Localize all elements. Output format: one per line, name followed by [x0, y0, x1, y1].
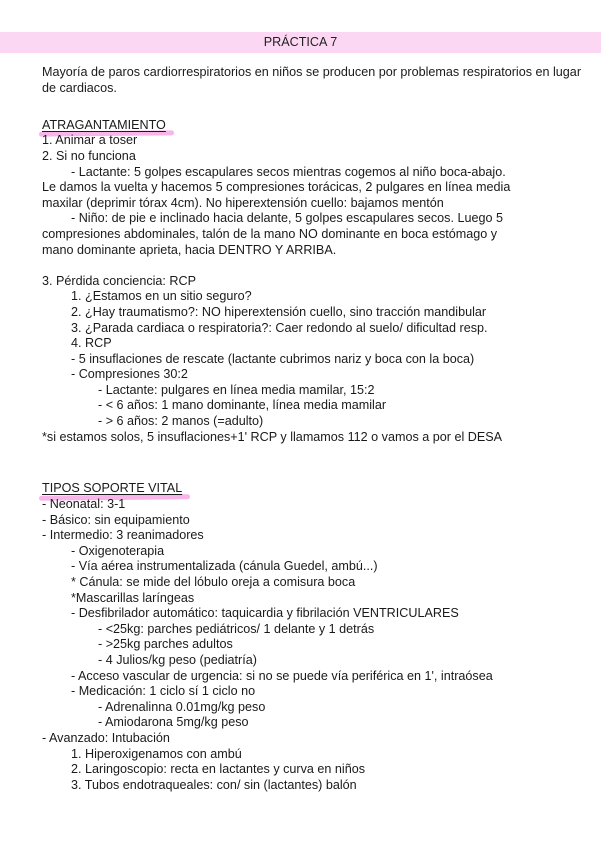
list-item: 3. Pérdida conciencia: RCP: [42, 273, 197, 288]
list-item: - 4 Julios/kg peso (pediatría): [98, 652, 257, 667]
intro-paragraph: Mayoría de paros cardiorrespiratorios en niños se producen por problemas respiratorios en lugar de cardiacos.: [42, 65, 582, 95]
spacer: [42, 461, 594, 477]
section-heading-atragantamiento: ATRAGANTAMIENTO: [42, 117, 166, 132]
list-item: - Niño: de pie e inclinado hacia delante, 5 golpes escapulares secos. Luego 5: [71, 211, 503, 226]
list-item: * Cánula: se mide del lóbulo oreja a comisura boca: [71, 575, 356, 589]
list-item: *si estamos solos, 5 insuflaciones+1' RCP y llamamos 112 o vamos a por el DESA: [42, 429, 503, 444]
list-item: - 5 insuflaciones de rescate (lactante cubrimos nariz y boca con la boca): [71, 351, 475, 366]
list-item: - Lactante: 5 golpes escapulares secos mientras cogemos al niño boca-abajo.: [71, 164, 506, 179]
list-item: - Medicación: 1 ciclo sí 1 ciclo no: [71, 684, 256, 699]
list-item: - <25kg: parches pediátricos/ 1 delante y 1 detrás: [98, 621, 375, 636]
list-item: - Oxigenoterapia: [71, 543, 165, 558]
spacer: [42, 445, 594, 461]
spacer: [42, 96, 594, 112]
list-item: 1. Hiperoxigenamos con ambú: [71, 746, 242, 761]
list-item: - Desfibrilador automático: taquicardia y fibrilación VENTRICULARES: [71, 606, 459, 621]
list-item: - Lactante: pulgares en línea media mamilar, 15:2: [98, 382, 375, 397]
list-item: 3. Tubos endotraqueales: con/ sin (lactantes) balón: [71, 777, 357, 792]
list-item: Le damos la vuelta y hacemos 5 compresiones torácicas, 2 pulgares en línea media: [42, 180, 511, 195]
list-item: 1. ¿Estamos en un sitio seguro?: [71, 289, 252, 304]
list-item: 4. RCP: [71, 336, 112, 351]
list-item: - < 6 años: 1 mano dominante, línea media mamilar: [98, 398, 387, 413]
list-item: - >25kg parches adultos: [98, 637, 233, 652]
list-item: - Básico: sin equipamiento: [42, 512, 190, 527]
list-item: - Avanzado: Intubación: [42, 730, 170, 745]
list-item: - Amiodarona 5mg/kg peso: [98, 715, 249, 730]
list-item: - Adrenalinna 0.01mg/kg peso: [98, 699, 266, 714]
page-title: PRÁCTICA 7: [0, 32, 601, 53]
document-body: [42, 65, 594, 793]
list-item: 2. ¿Hay traumatismo?: NO hiperextensión cuello, sino tracción mandibular: [71, 304, 487, 319]
list-item: 2. Laringoscopio: recta en lactantes y curva en niños: [71, 762, 366, 777]
section-heading-soporte-vital: TIPOS SOPORTE VITAL: [42, 481, 183, 496]
list-item: - Acceso vascular de urgencia: si no se puede vía periférica en 1', intraósea: [71, 668, 493, 683]
list-item: maxilar (deprimir tórax 4cm). No hiperextensión cuello: bajamos mentón: [42, 195, 444, 210]
list-item: *Mascarillas laríngeas: [71, 590, 195, 605]
list-item: 3. ¿Parada cardiaca o respiratoria?: Caer redondo al suelo/ dificultad resp.: [71, 320, 488, 335]
list-item: 2. Si no funciona: [42, 148, 136, 163]
list-item: mano dominante aprieta, hacia DENTRO Y ARRIBA.: [42, 242, 337, 257]
list-item: 1. Animar a toser: [42, 133, 138, 148]
spacer: [42, 258, 594, 274]
list-item: - > 6 años: 2 manos (=adulto): [98, 414, 264, 429]
list-item: - Neonatal: 3-1: [42, 497, 126, 512]
list-item: - Intermedio: 3 reanimadores: [42, 528, 204, 543]
list-item: - Compresiones 30:2: [71, 367, 188, 382]
list-item: - Vía aérea instrumentalizada (cánula Guedel, ambú...): [71, 559, 378, 574]
list-item: compresiones abdominales, talón de la mano NO dominante en boca estómago y: [42, 226, 498, 241]
